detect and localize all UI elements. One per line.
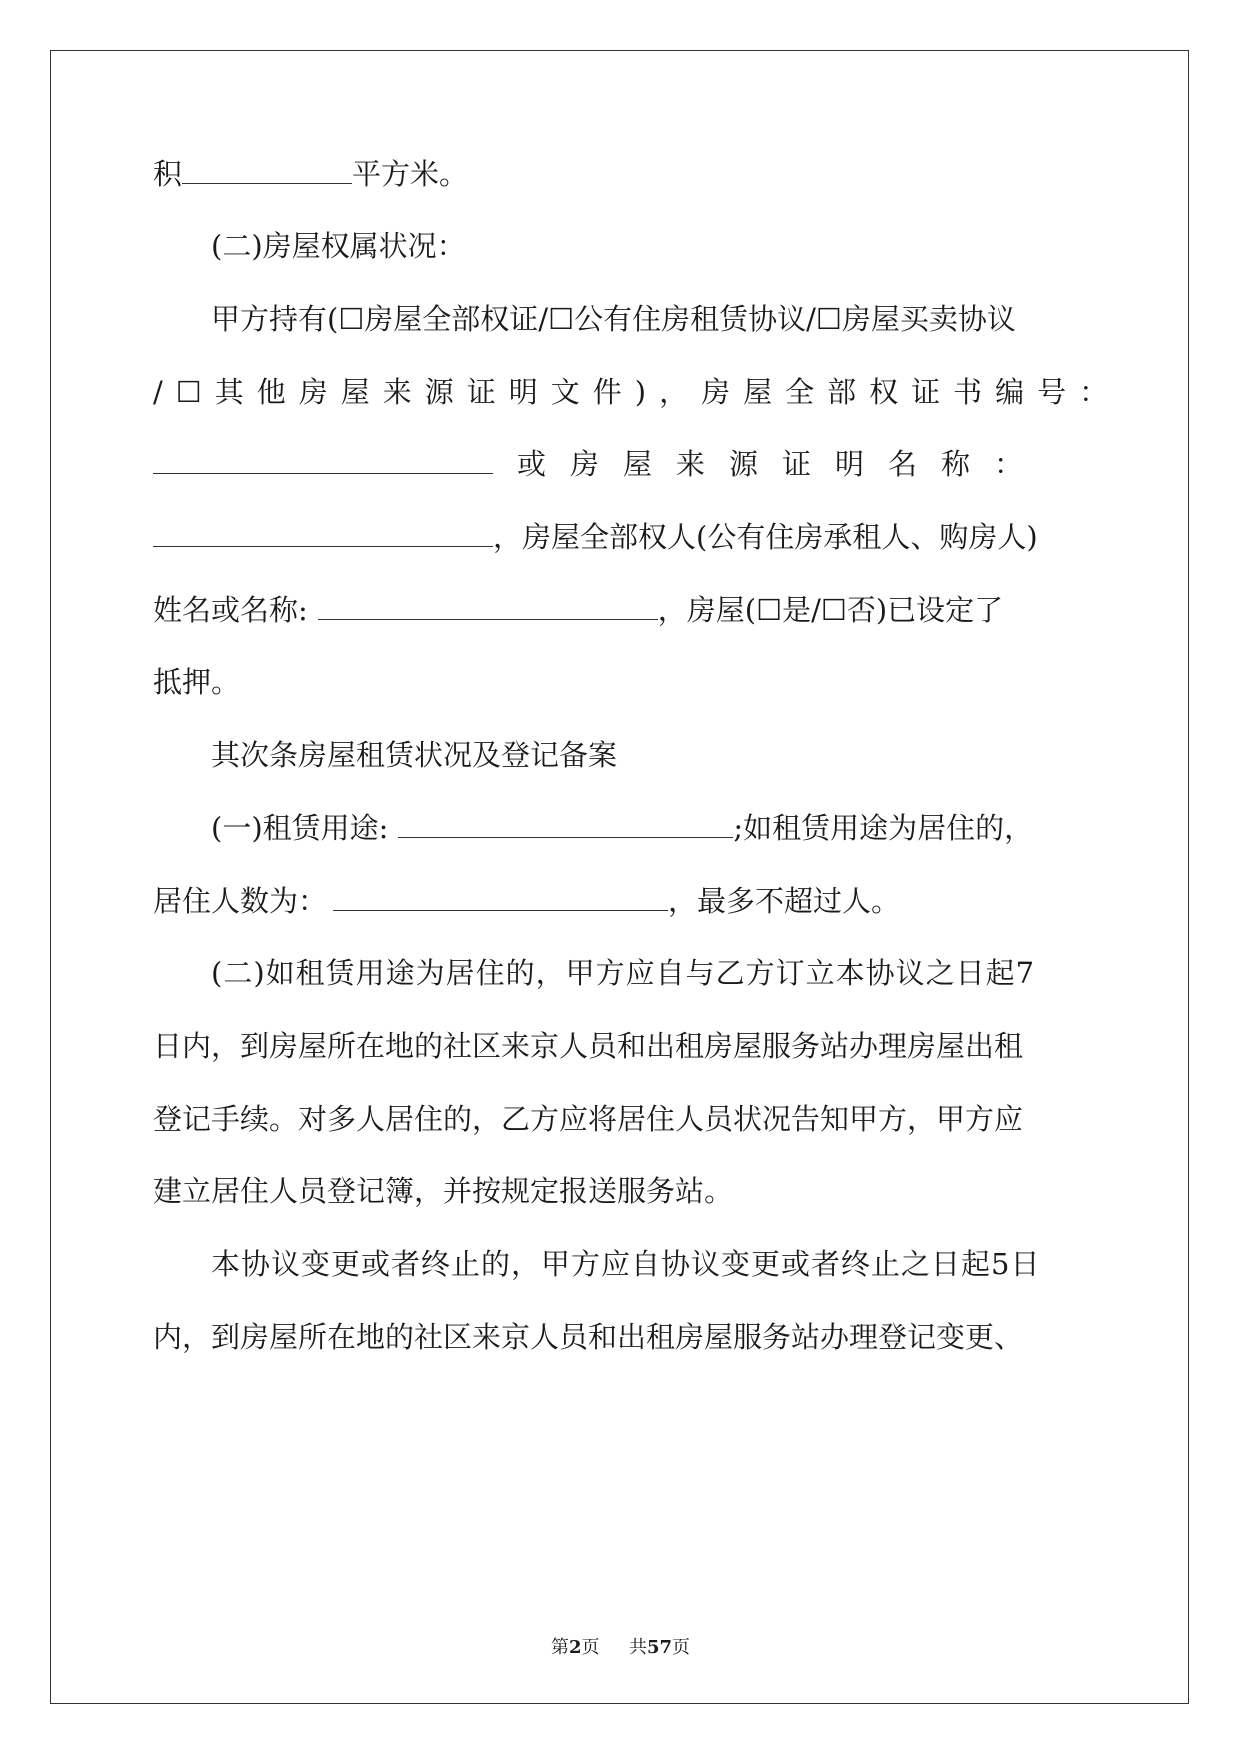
page-border bbox=[50, 50, 1189, 1704]
text-line bbox=[153, 1246, 1093, 1282]
fill-blank bbox=[398, 811, 733, 838]
text-line-owner bbox=[153, 519, 1093, 555]
fill-blank bbox=[153, 447, 493, 474]
page-footer bbox=[0, 1637, 1241, 1659]
fill-blank bbox=[333, 884, 668, 911]
text-fragment: ，最多不超过人。 bbox=[668, 884, 901, 918]
footer-page-suffix: 页 bbox=[581, 1637, 600, 1658]
text-fragment: 其次条房屋租赁状况及登记备案 bbox=[211, 738, 618, 772]
text-line bbox=[153, 664, 1093, 700]
text-line-area bbox=[153, 156, 1093, 192]
text-line bbox=[153, 374, 1122, 410]
text-fragment: (二)房屋权属状况： bbox=[211, 229, 466, 263]
text-line-article-heading bbox=[153, 737, 1093, 773]
fill-blank bbox=[153, 520, 493, 547]
text-line bbox=[153, 1028, 1093, 1064]
text-line-certificate-name bbox=[153, 446, 1093, 482]
text-fragment: 或房屋来源证明名称： bbox=[517, 447, 1048, 481]
footer-page-number: 2 bbox=[568, 1637, 582, 1658]
text-line-lease-purpose bbox=[153, 810, 1093, 846]
text-line bbox=[153, 1173, 1093, 1209]
text-fragment: 甲方持有(☐房屋全部权证/☐公有住房租赁协议/☐房屋买卖协议 bbox=[211, 302, 1016, 336]
text-fragment: 本协议变更或者终止的，甲方应自协议变更或者终止之日起5日 bbox=[211, 1247, 1041, 1281]
text-fragment: ，房屋(☐是/☐否)已设定了 bbox=[657, 593, 1004, 627]
text-line-section-heading bbox=[153, 228, 1093, 264]
footer-total-pages: 57 bbox=[646, 1637, 673, 1658]
text-fragment: 姓名或名称: bbox=[153, 593, 308, 627]
text-fragment: (一)租赁用途: bbox=[211, 811, 389, 845]
text-fragment: 居住人数为： bbox=[153, 884, 328, 918]
text-fragment: (二)如租赁用途为居住的，甲方应自与乙方订立本协议之日起7 bbox=[211, 956, 1036, 990]
footer-page-prefix: 第 bbox=[550, 1637, 569, 1658]
text-fragment: ，房屋全部权人(公有住房承租人、购房人) bbox=[493, 520, 1038, 554]
fill-blank bbox=[318, 593, 658, 620]
text-fragment: 抵押。 bbox=[153, 665, 241, 699]
text-fragment: 登记手续。对多人居住的，乙方应将居住人员状况告知甲方，甲方应 bbox=[153, 1102, 1024, 1136]
text-fragment: /☐其他房屋来源证明文件)，房屋全部权证书编号： bbox=[153, 375, 1122, 409]
text-fragment: 建立居住人员登记簿，并按规定报送服务站。 bbox=[153, 1174, 734, 1208]
fill-blank bbox=[182, 157, 352, 184]
text-fragment: ;如租赁用途为居住的， bbox=[733, 811, 1034, 845]
text-fragment: 内，到房屋所在地的社区来京人员和出租房屋服务站办理登记变更、 bbox=[153, 1320, 1024, 1354]
text-fragment: 积 bbox=[153, 157, 183, 191]
footer-total-suffix: 页 bbox=[672, 1637, 691, 1658]
text-line-occupants bbox=[153, 883, 1093, 919]
text-fragment: 日内，到房屋所在地的社区来京人员和出租房屋服务站办理房屋出租 bbox=[153, 1029, 1024, 1063]
text-line bbox=[153, 1319, 1093, 1355]
text-line bbox=[153, 1101, 1093, 1137]
text-line-owner-name bbox=[153, 592, 1093, 628]
text-fragment: 平方米。 bbox=[352, 157, 469, 191]
text-line bbox=[153, 301, 1093, 337]
footer-total-prefix: 共 bbox=[628, 1637, 647, 1658]
text-line bbox=[153, 955, 1093, 991]
